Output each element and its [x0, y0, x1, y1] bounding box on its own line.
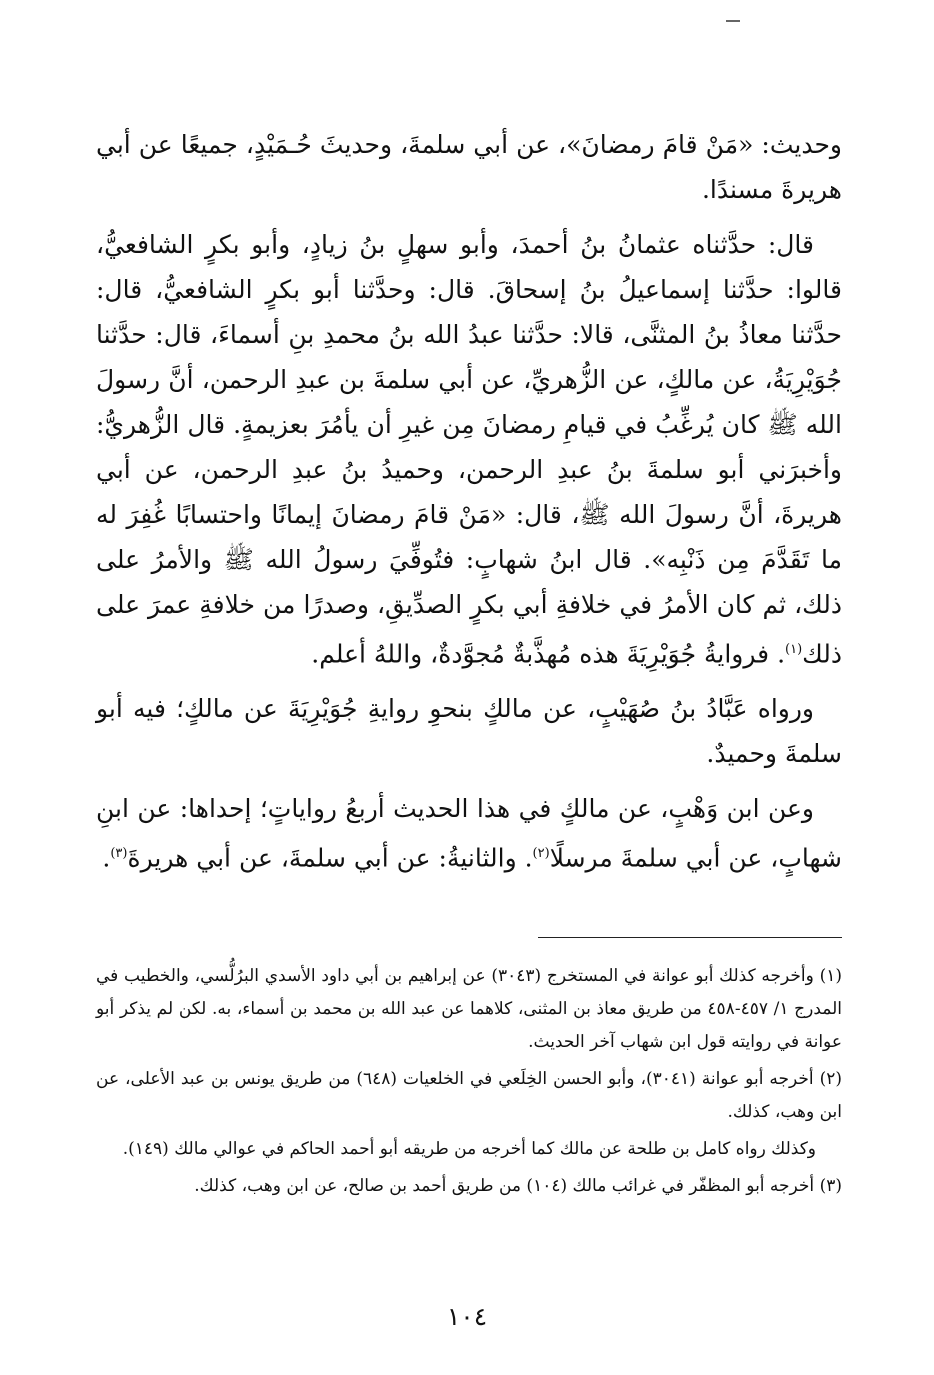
paragraph-2	[96, 222, 842, 676]
footnote-2-extra-text: وكذلك رواه كامل بن طلحة عن مالك كما أخرجه من طريقه أبو أحمد الحاكم في عوالي مالك (١٤٩).	[122, 1139, 816, 1159]
paragraph-1-text: وحديث: «مَنْ قامَ رمضانَ»، عن أبي سلمةَ، وحديثَ حُـمَيْدٍ، جميعًا عن أبي هريرةَ مسندًا.	[96, 130, 842, 204]
footnote-separator	[538, 937, 842, 938]
footnote-2	[96, 1063, 842, 1129]
main-text	[96, 122, 842, 891]
header-mark	[726, 20, 740, 22]
paragraph-4	[96, 786, 842, 880]
paragraph-2-end: . فروايةُ جُوَيْرِيَةَ هذه مُهذَّبةٌ مُجوَّدةٌ، واللهُ أعلم.	[311, 639, 786, 669]
paragraph-3	[96, 686, 842, 776]
page-number: ١٠٤	[446, 1302, 488, 1331]
footnote-3-text: أخرجه أبو المظفّر في غرائب مالك (١٠٤) من طريق أحمد بن صالح، عن ابن وهب، كذلك.	[194, 1176, 815, 1196]
footnote-1-number: (١)	[819, 966, 842, 986]
paragraph-2-text: قال: حدَّثناه عثمانُ بنُ أحمدَ، وأبو سهلٍ بنُ زيادٍ، وأبو بكرٍ الشافعيُّ، قالوا: حدَّثنا إسماعيلُ بنُ إسحاقَ. قال: وحدَّثنا أبو بكرٍ الشافعيُّ، قال: حدَّثنا معاذُ بنُ المثنَّى، قالا: حدَّثنا عبدُ الله بنُ محمدِ بنِ أسماءَ، قال: حدَّثنا جُوَيْرِيَةُ، عن مالكٍ، عن الزُّهريِّ، عن أبي سلمةَ بن عبدِ الرحمن، أنَّ رسولَ الله ﷺ كان يُرغِّبُ في قيامِ رمضانَ مِن غيرِ أن يأمُرَ بعزيمةٍ. قال الزُّهريُّ: وأخبرَني أبو سلمةَ بنُ عبدِ الرحمن، وحميدُ بنُ عبدِ الرحمن، عن أبي هريرةَ، أنَّ رسولَ الله ﷺ، قال: «مَنْ قامَ رمضانَ إيمانًا واحتسابًا غُفِرَ له ما تَقَدَّمَ مِن ذَنْبِه». قال ابنُ شهابٍ: فتُوفِّيَ رسولُ الله ﷺ والأمرُ على ذلك، ثم كان الأمرُ في خلافةِ أبي بكرٍ الصدِّيقِ، وصدرًا من خلافةِ عمرَ على ذلك	[96, 230, 842, 669]
footnote-2-text: أخرجه أبو عوانة (٣٠٤١)، وأبو الحسن الخِلَعي في الخلعيات (٦٤٨) من طريق يونس بن عبد الأعلى، عن ابن وهب، كذلك.	[96, 1069, 842, 1122]
paragraph-4-text-a: وعن ابن وَهْبٍ، عن مالكٍ في هذا الحديث أربعُ رواياتٍ؛ إحداها: عن ابنِ شهابٍ، عن أبي سلمةَ مرسلًا	[96, 794, 842, 873]
footnote-ref-3[interactable]: (٣)	[110, 846, 128, 862]
footnote-2-continuation	[96, 1133, 842, 1166]
paragraph-3-text: ورواه عَبَّادُ بنُ صُهَيْبٍ، عن مالكٍ بنحوِ روايةِ جُوَيْرِيَةَ عن مالكٍ؛ فيه أبو سلمةَ وحميدٌ.	[96, 694, 842, 769]
footnote-2-number: (٢)	[819, 1069, 843, 1089]
paragraph-4-text-b: . والثانيةُ: عن أبي سلمةَ، عن أبي هريرةَ	[127, 843, 533, 873]
footnote-ref-1[interactable]: (١)	[785, 642, 803, 657]
footnotes	[96, 960, 842, 1207]
footnote-ref-2[interactable]: (٢)	[532, 846, 550, 862]
footnote-3-number: (٣)	[819, 1176, 842, 1196]
footnote-3	[96, 1170, 842, 1203]
paragraph-4-text-c: .	[102, 843, 111, 873]
footnote-1-text: وأخرجه كذلك أبو عوانة في المستخرج (٣٠٤٣) عن إبراهيم بن أبي داود الأسدي البرُلُّسي، والخطيب في المدرج ١/ ٤٥٧-٤٥٨ من طريق معاذ بن المثنى، كلاهما عن عبد الله بن محمد بن أسماء، به. لكن لم يذكر أبو عوانة في روايته قول ابن شهاب آخر الحديث.	[96, 966, 842, 1052]
paragraph-1	[96, 122, 842, 212]
footnote-1	[96, 960, 842, 1059]
